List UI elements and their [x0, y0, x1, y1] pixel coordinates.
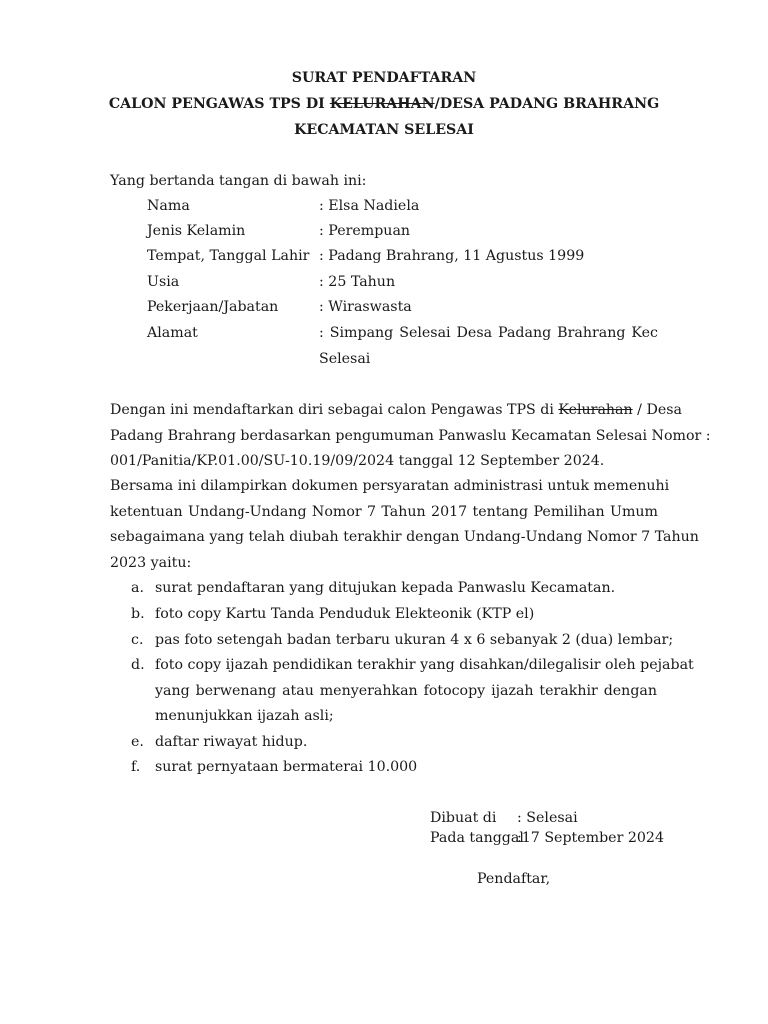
- gender-label: Jenis Kelamin: [147, 223, 246, 239]
- registrant-label: Pendaftar,: [477, 871, 551, 887]
- occupation-value: : Wiraswasta: [319, 299, 412, 315]
- list-marker-d: d.: [131, 657, 145, 673]
- occupation-label: Pekerjaan/Jabatan: [147, 299, 279, 315]
- subtitle-prefix: CALON PENGAWAS TPS DI: [108, 96, 330, 112]
- paragraph2-line3: sebagaimana yang telah diubah terakhir dengan Undang-Undang Nomor 7 Tahun: [110, 529, 699, 545]
- paragraph1-line1: [110, 400, 682, 420]
- address-value-line1: : Simpang Selesai Desa Padang Brahrang Kec: [319, 325, 658, 341]
- list-item-d-line2: yang berwenang atau menyerahkan fotocopy ijazah terakhir dengan: [155, 683, 657, 699]
- p1-suffix: / Desa: [632, 402, 682, 418]
- made-in-value: : Selesai: [517, 810, 578, 826]
- gender-value: : Perempuan: [319, 223, 411, 239]
- intro-line: Yang bertanda tangan di bawah ini:: [110, 173, 367, 189]
- list-marker-b: b.: [131, 606, 145, 622]
- p1-prefix: Dengan ini mendaftarkan diri sebagai calon Pengawas TPS di: [110, 402, 559, 418]
- list-item-d-line1: foto copy ijazah pendidikan terakhir yang disahkan/dilegalisir oleh pejabat: [155, 657, 694, 673]
- made-in-label: Dibuat di: [430, 810, 497, 826]
- birth-value: : Padang Brahrang, 11 Agustus 1999: [319, 248, 585, 264]
- list-item-c: pas foto setengah badan terbaru ukuran 4 x 6 sebanyak 2 (dua) lembar;: [155, 632, 674, 648]
- list-item-d-line3: menunjukkan ijazah asli;: [155, 708, 334, 724]
- list-marker-e: e.: [131, 734, 144, 750]
- list-marker-a: a.: [131, 580, 144, 596]
- birth-label: Tempat, Tanggal Lahir: [147, 248, 310, 264]
- letter-subtitle: [0, 94, 768, 114]
- paragraph1-line3: 001/Panitia/KP.01.00/SU-10.19/09/2024 tanggal 12 September 2024.: [110, 453, 605, 469]
- letter-title: SURAT PENDAFTARAN: [291, 70, 477, 86]
- nama-value: : Elsa Nadiela: [319, 198, 420, 214]
- date-label: Pada tanggal: [430, 830, 524, 846]
- nama-label: Nama: [147, 198, 190, 214]
- date-value: :17 September 2024: [517, 830, 664, 846]
- address-value-line2: Selesai: [319, 351, 371, 367]
- paragraph2-line2: ketentuan Undang-Undang Nomor 7 Tahun 2017 tentang Pemilihan Umum: [110, 504, 658, 520]
- age-label: Usia: [147, 274, 180, 290]
- list-item-b: foto copy Kartu Tanda Penduduk Elekteonik (KTP el): [155, 606, 535, 622]
- list-item-a: surat pendaftaran yang ditujukan kepada Panwaslu Kecamatan.: [155, 580, 616, 596]
- list-marker-f: f.: [131, 759, 141, 775]
- paragraph1-line2: Padang Brahrang berdasarkan pengumuman Panwaslu Kecamatan Selesai Nomor :: [110, 428, 711, 444]
- p1-struck-word: Kelurahan: [558, 402, 633, 418]
- subtitle-suffix: /DESA PADANG BRAHRANG: [434, 96, 660, 112]
- paragraph2-line4: 2023 yaitu:: [110, 555, 192, 571]
- age-value: : 25 Tahun: [319, 274, 396, 290]
- list-item-f: surat pernyataan bermaterai 10.000: [155, 759, 418, 775]
- letter-subtitle-district: KECAMATAN SELESAI: [294, 122, 474, 138]
- subtitle-struck-word: KELURAHAN: [329, 96, 435, 112]
- address-label: Alamat: [147, 325, 198, 341]
- list-marker-c: c.: [131, 632, 144, 648]
- paragraph2-line1: Bersama ini dilampirkan dokumen persyaratan administrasi untuk memenuhi: [110, 478, 670, 494]
- list-item-e: daftar riwayat hidup.: [155, 734, 308, 750]
